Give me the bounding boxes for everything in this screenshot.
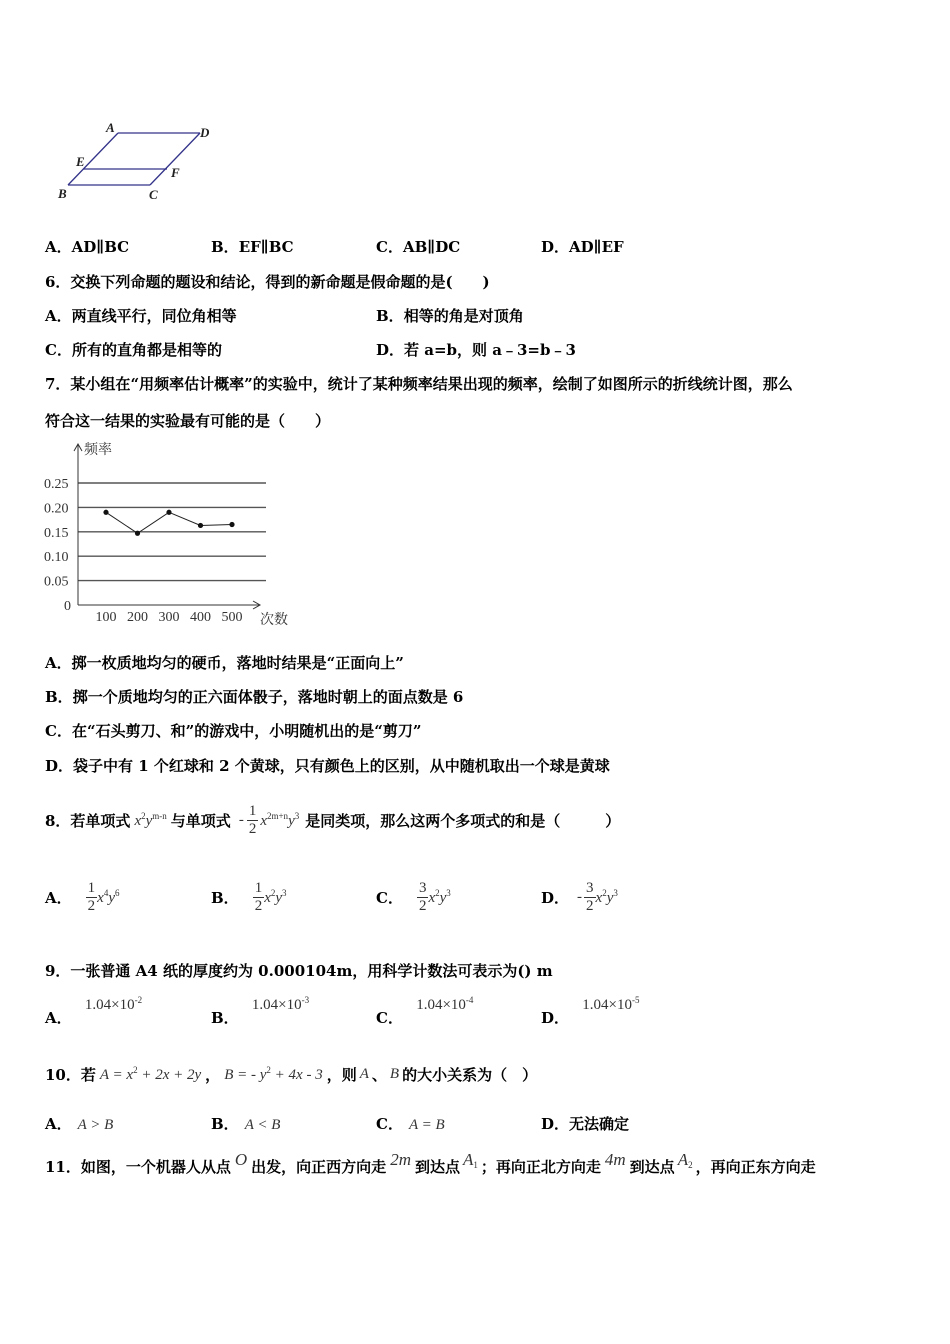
y-tick-label: 0.10 (44, 550, 69, 566)
q9-option-c[interactable]: C． $1.04\times 10^{-4}$ (376, 995, 474, 1027)
q7-option-c[interactable]: C．在“石头剪刀、和”的游戏中，小明随机出的是“剪刀” (45, 722, 422, 740)
chart-ylabel: 频率 (84, 443, 112, 458)
parallelogram-figure (50, 118, 220, 208)
q10-option-a[interactable]: A． A > B (45, 1115, 114, 1133)
data-point (135, 531, 140, 536)
q7-stem-line1: 7．某小组在“用频率估计概率”的实验中，统计了某种频率结果出现的频率，绘制了如图所示的折线统计图，那么 (45, 375, 793, 393)
x-tick-label: 500 (221, 610, 243, 625)
q5-option-a[interactable]: A．AD∥BC (45, 238, 130, 256)
q5-option-c[interactable]: C．AB∥DC (376, 238, 461, 256)
q10-option-b[interactable]: B． A < B (211, 1115, 281, 1133)
q6-option-d[interactable]: D．若 a=b，则 a﹣3=b﹣3 (376, 341, 576, 359)
y-tick-label: 0.20 (44, 501, 69, 517)
data-point (229, 522, 234, 527)
q7-option-d[interactable]: D．袋子中有 1 个红球和 2 个黄球，只有颜色上的区别，从中随机取出一个球是黄球 (45, 757, 610, 775)
q11-stem: 11．如图，一个机器人从点 O 出发，向正西方向走 2m 到达点 $A_1$ ；再向正北方向走 4m 到达点 $A_2$ ，再向正东方向走 (45, 1150, 816, 1176)
q8-option-b[interactable]: B． $\frac{1}{2}$ $x^2y^3$ (211, 879, 287, 914)
x-tick-label: 200 (127, 610, 148, 625)
q6-option-b[interactable]: B．相等的角是对顶角 (376, 307, 524, 325)
q6-stem: 6．交换下列命题的题设和结论，得到的新命题是假命题的是( ) (45, 273, 490, 291)
q6-option-a[interactable]: A．两直线平行，同位角相等 (45, 307, 237, 325)
label-E: E (76, 154, 85, 169)
q5-option-b[interactable]: B．EF∥BC (211, 238, 294, 256)
q8-stem: 8．若单项式 $x^2y^{m-n}$ 与单项式 - $\frac{1}{2}$ $x^{2m+n}y^3$ 是同类项，那么这两个多项式的和是（ ） (45, 802, 621, 837)
data-point (103, 510, 108, 515)
label-C: C (149, 187, 158, 202)
q10-option-d[interactable]: D．无法确定 (541, 1115, 630, 1133)
series-line (106, 512, 232, 533)
q9-stem: 9．一张普通 A4 纸的厚度约为 0.000104m，用科学计数法可表示为() m (45, 962, 553, 980)
label-A: A (106, 120, 115, 135)
label-F: F (171, 165, 180, 180)
q8-option-d[interactable]: D． - $\frac{3}{2}$ $x^2y^3$ (541, 879, 618, 914)
q10-option-c[interactable]: C． A = B (376, 1115, 445, 1133)
data-point (166, 510, 171, 515)
label-D: D (200, 125, 210, 140)
frequency-line-chart (40, 438, 300, 630)
q6-option-c[interactable]: C．所有的直角都是相等的 (45, 341, 222, 359)
q7-stem-line2: 符合这一结果的实验最有可能的是（ ） (45, 412, 331, 430)
q9-option-a[interactable]: A． $1.04\times 10^{-2}$ (45, 995, 143, 1027)
q9-option-b[interactable]: B． $1.04\times 10^{-3}$ (211, 995, 310, 1027)
x-tick-label: 400 (190, 610, 211, 625)
q5-option-d[interactable]: D．AD∥EF (541, 238, 624, 256)
x-tick-label: 300 (158, 610, 180, 625)
y-tick-label: 0.15 (44, 525, 69, 541)
q7-option-a[interactable]: A．掷一枚质地均匀的硬币，落地时结果是“正面向上” (45, 654, 404, 672)
label-B: B (58, 186, 67, 201)
q10-stem: 10．若 $A = x^2 + 2x + 2y$ ， B = - $y^2 + 4x - 3$ ，则 A 、 B 的大小关系为（ ） (45, 1064, 538, 1084)
q9-option-d[interactable]: D． $1.04\times 10^{-5}$ (541, 995, 640, 1027)
y-tick-label: 0 (64, 599, 71, 614)
chart-xlabel: 次数 (260, 613, 288, 628)
y-tick-label: 0.25 (44, 477, 69, 492)
q8-option-c[interactable]: C． $\frac{3}{2}$ $x^2y^3$ (376, 879, 451, 914)
q7-option-b[interactable]: B．掷一个质地均匀的正六面体骰子，落地时朝上的面点数是 6 (45, 688, 464, 706)
q8-option-a[interactable]: A． $\frac{1}{2}$ $x^4y^6$ (45, 879, 120, 914)
y-tick-label: 0.05 (44, 574, 69, 590)
x-tick-label: 100 (95, 610, 117, 625)
data-point (198, 523, 203, 528)
